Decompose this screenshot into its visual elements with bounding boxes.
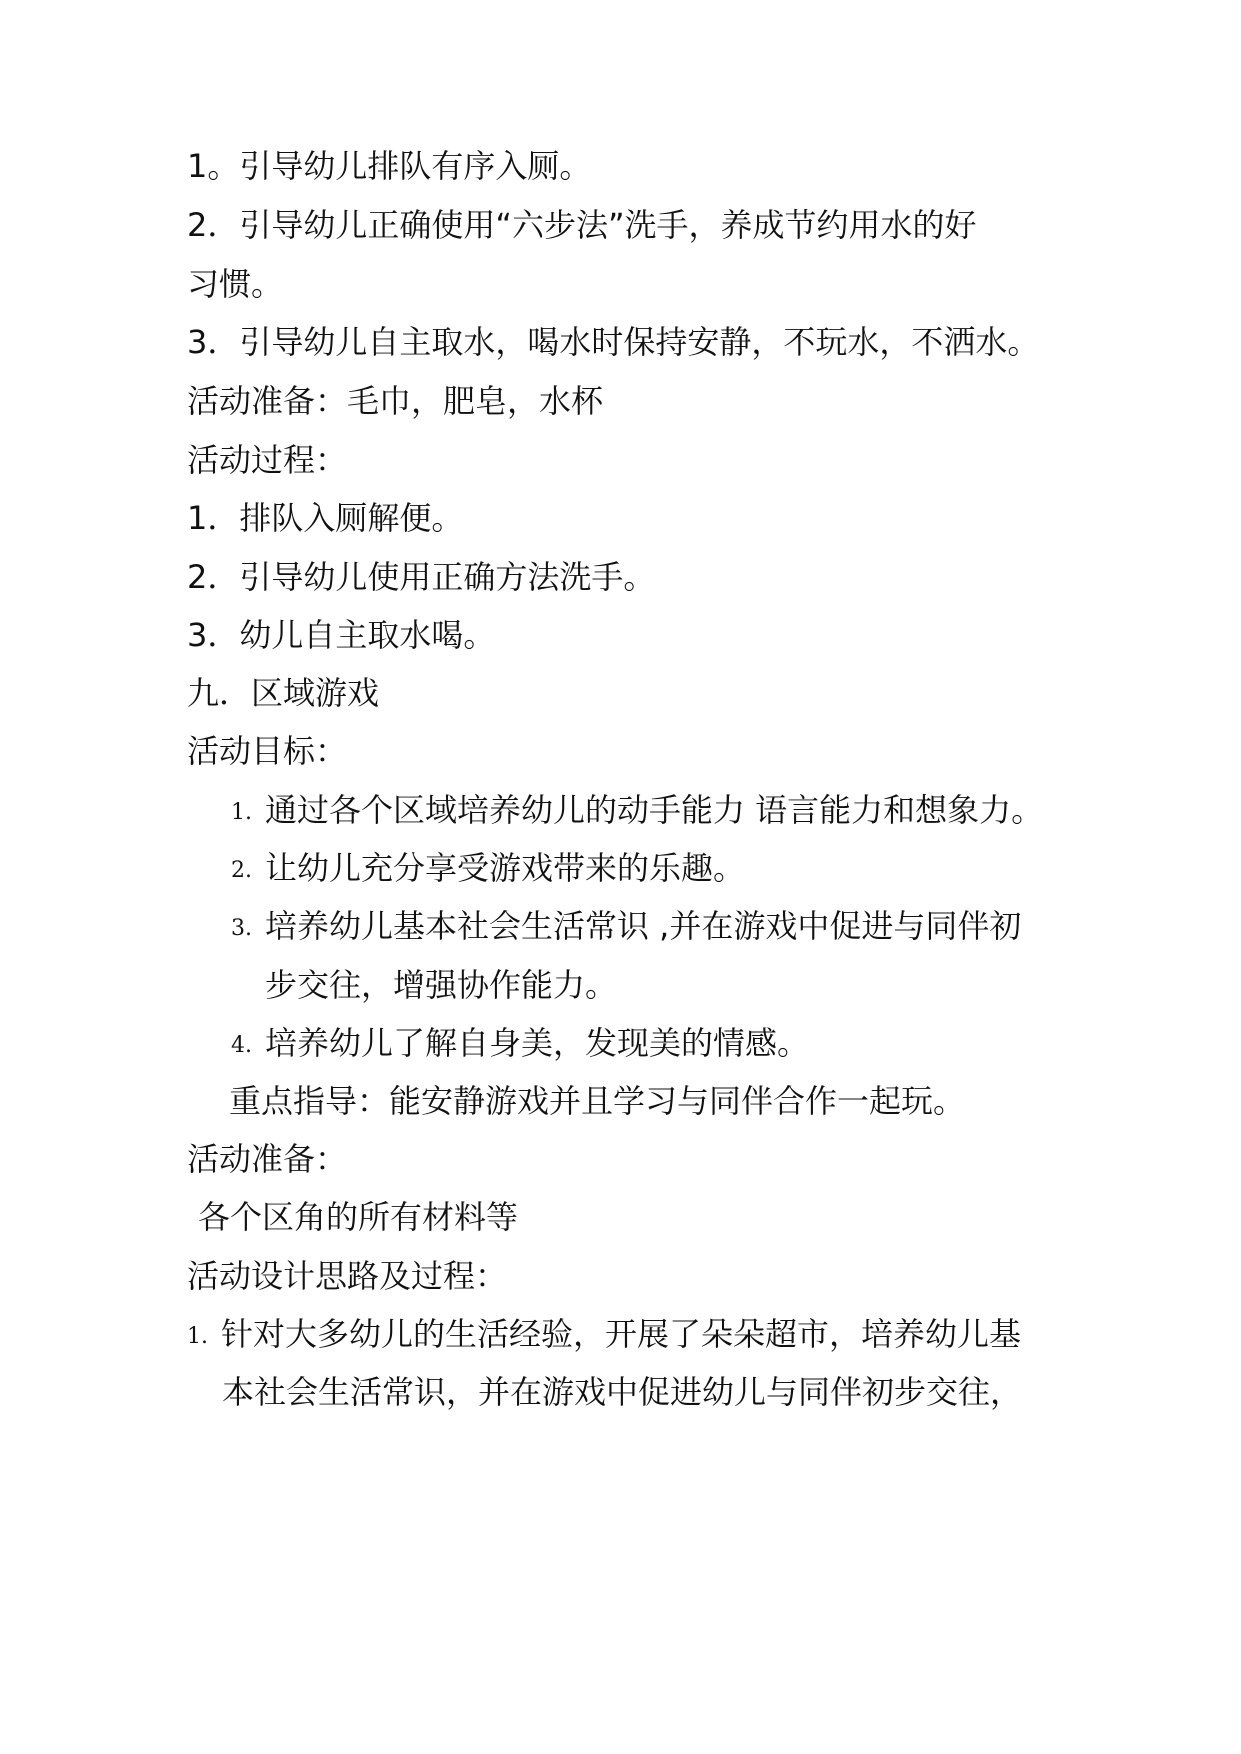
list-text: 让幼儿充分享受游戏带来的乐趣。 (265, 849, 746, 887)
list-number: 3. (231, 916, 252, 941)
list-item-3 (231, 906, 1021, 949)
text-line-18: 活动准备： (187, 1140, 348, 1178)
list-number: 1. (231, 800, 252, 825)
text-line-4: 3．引导幼儿自主取水，喝水时保持安静，不玩水，不洒水。 (187, 323, 1040, 361)
list-number: 4. (231, 1033, 252, 1058)
list-text: 培养幼儿基本社会生活常识 ,并在游戏中促进与同伴初 (265, 907, 1022, 945)
section-heading: 九．区域游戏 (187, 674, 380, 712)
text-line-9: 3．幼儿自主取水喝。 (187, 616, 496, 654)
text-line-6: 活动过程： (187, 441, 348, 479)
list-item-1 (231, 790, 1043, 833)
text-line-7: 1．排队入厕解便。 (187, 499, 464, 537)
text-line-8: 2．引导幼儿使用正确方法洗手。 (187, 558, 656, 596)
list-text: 针对大多幼儿的生活经验，开展了朵朵超市，培养幼儿基 (221, 1315, 1022, 1353)
list-item-2 (231, 848, 745, 891)
text-line-20: 活动设计思路及过程： (187, 1257, 508, 1295)
list-text: 通过各个区域培养幼儿的动手能力 语言能力和想象力。 (265, 791, 1044, 829)
list-number: 2. (231, 858, 252, 883)
text-line-2: 2．引导幼儿正确使用“六步法”洗手，养成节约用水的好 (187, 206, 977, 244)
text-line-3: 习惯。 (187, 265, 284, 303)
list-item-design-1-continuation: 本社会生活常识，并在游戏中促进幼儿与同伴初步交往， (222, 1373, 1023, 1411)
text-line-17: 重点指导：能安静游戏并且学习与同伴合作一起玩。 (229, 1082, 966, 1120)
list-number: 1. (187, 1324, 208, 1349)
list-item-design-1 (187, 1314, 1021, 1357)
list-item-3-continuation: 步交往，增强协作能力。 (265, 966, 618, 1004)
list-item-4 (231, 1023, 809, 1066)
text-line-19: 各个区角的所有材料等 (198, 1198, 519, 1236)
text-line-5: 活动准备：毛巾，肥皂，水杯 (187, 382, 604, 420)
text-line-11: 活动目标： (187, 732, 348, 770)
text-line-1: 1。引导幼儿排队有序入厕。 (187, 147, 592, 185)
list-text: 培养幼儿了解自身美，发现美的情感。 (265, 1024, 810, 1062)
